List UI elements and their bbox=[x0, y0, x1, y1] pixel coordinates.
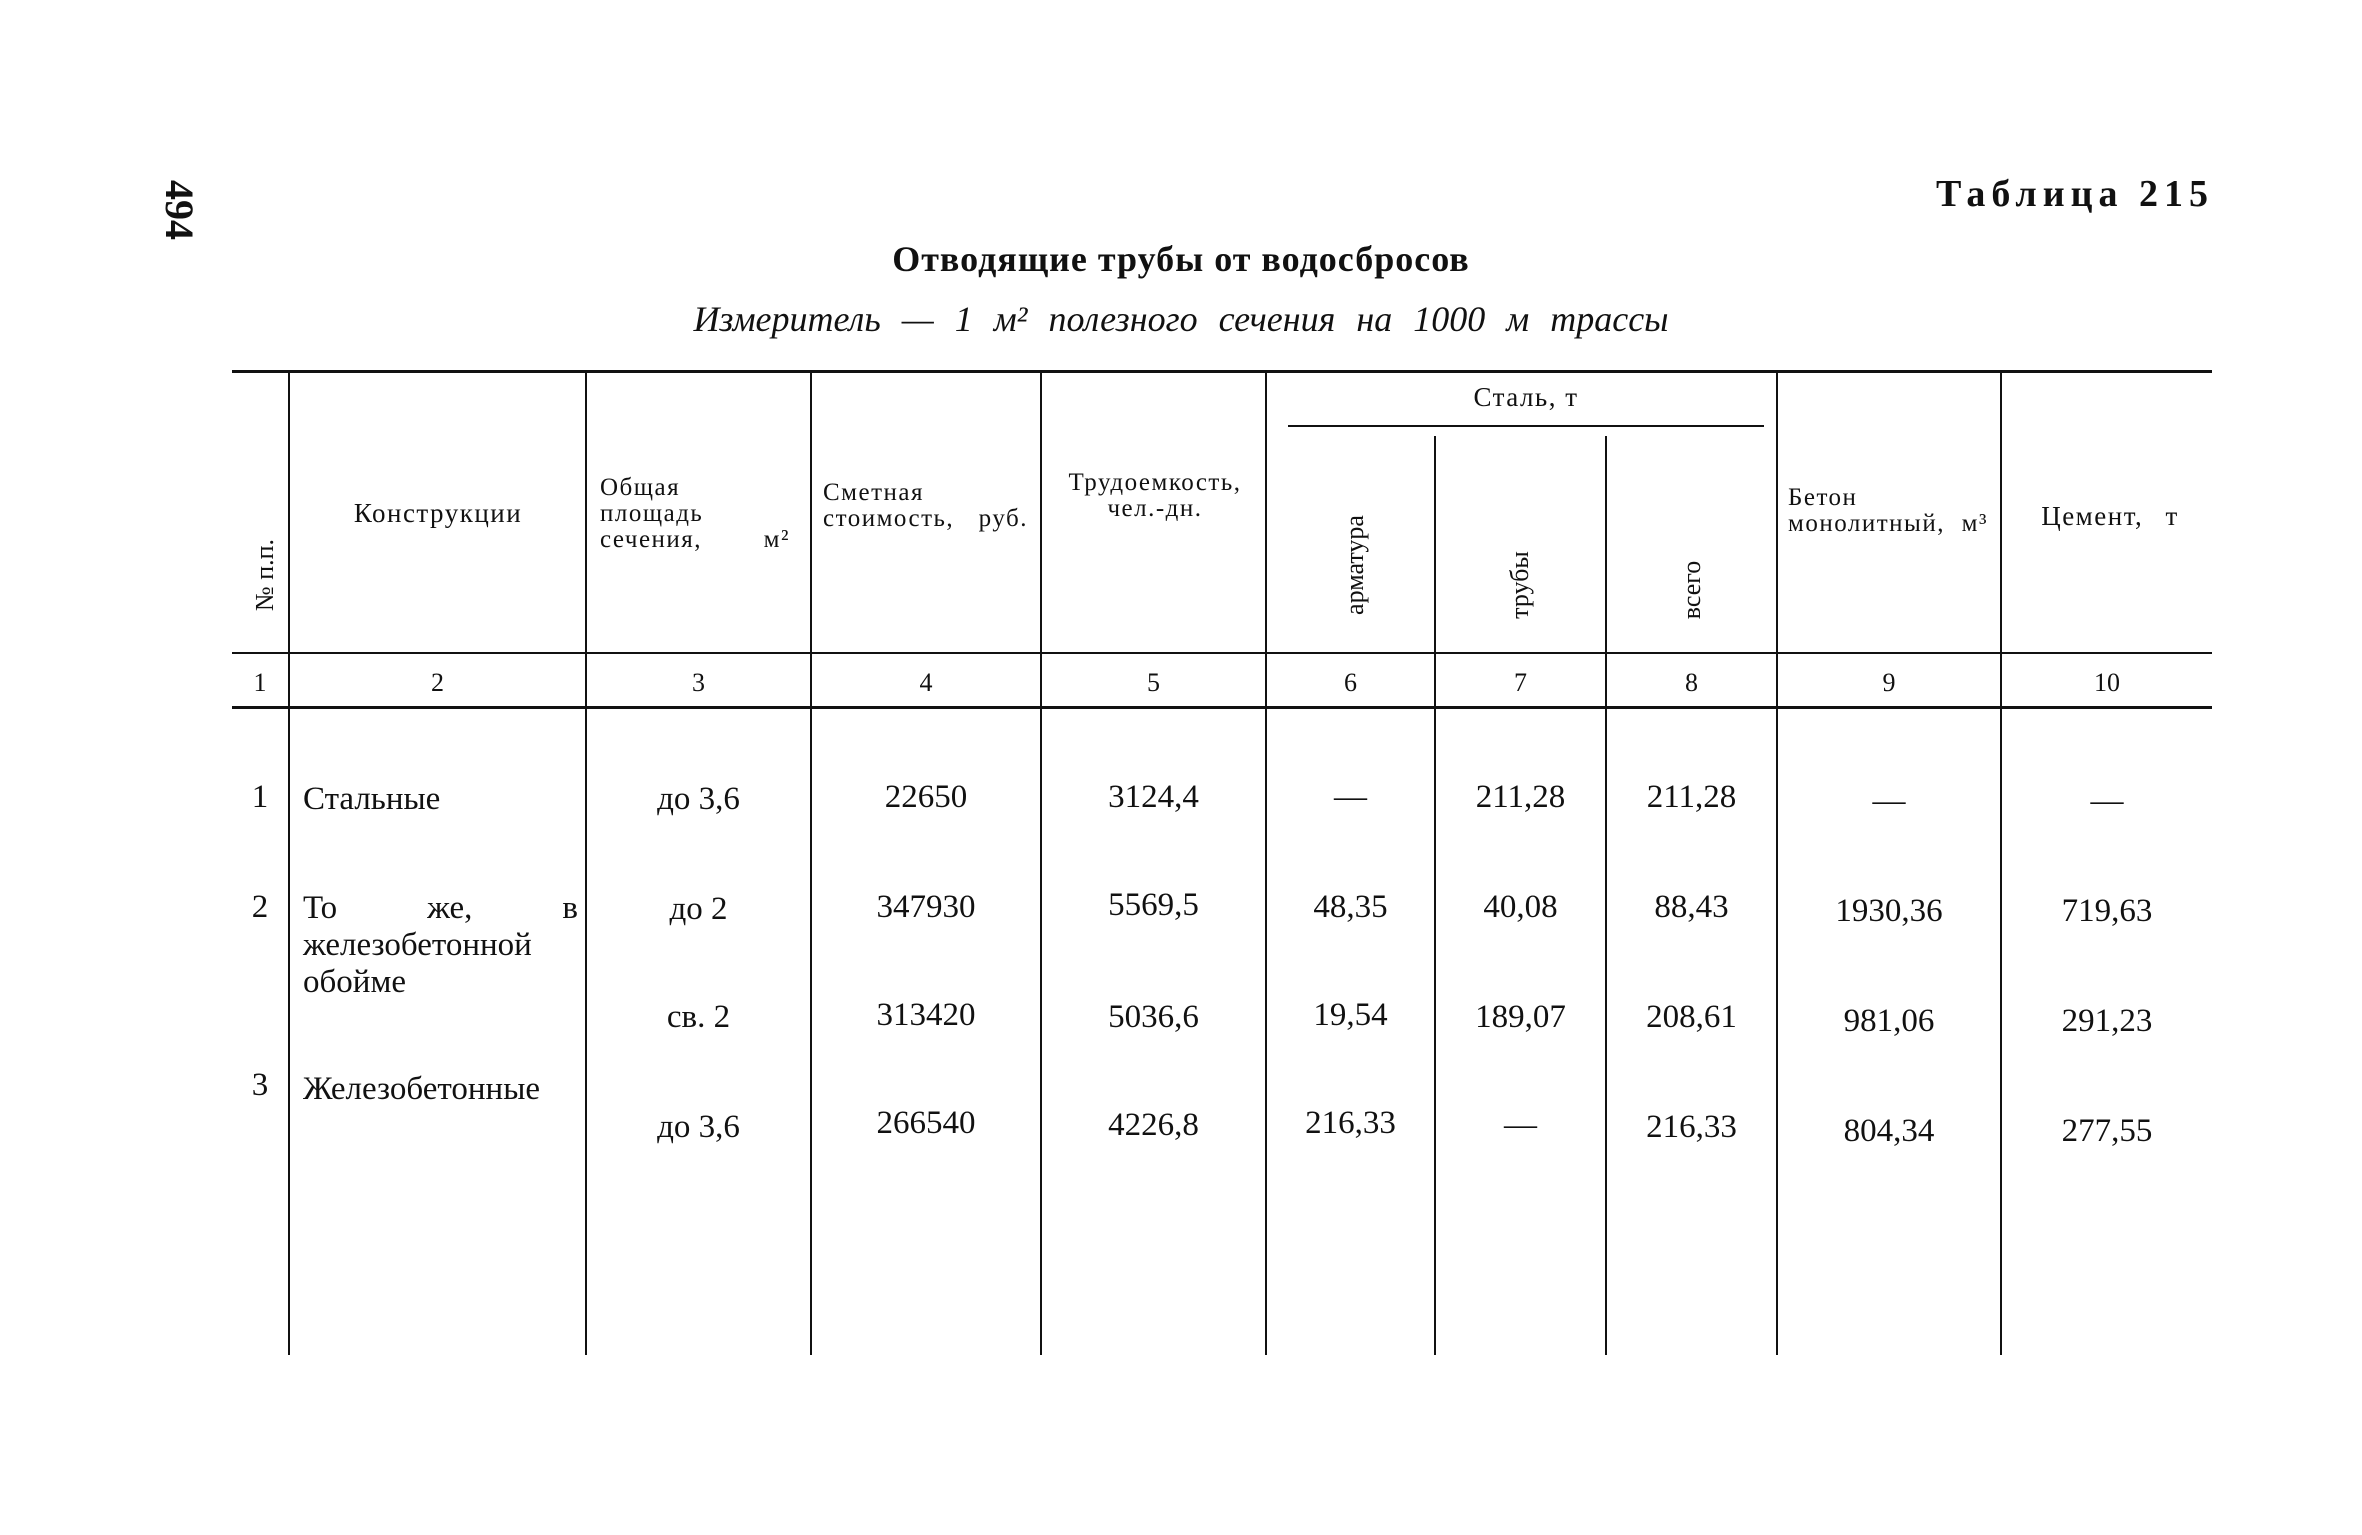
cell-total: 211,28 bbox=[1646, 779, 1737, 815]
header-total: всего bbox=[1677, 560, 1706, 620]
col-divider-8 bbox=[1776, 373, 1778, 1355]
col-divider-2 bbox=[585, 373, 587, 1355]
cell-pipes: 40,08 bbox=[1483, 889, 1558, 925]
cell-cost: 22650 bbox=[884, 779, 968, 815]
table-label: Таблица 215 bbox=[1935, 173, 2214, 215]
cell-armature: 48,35 bbox=[1313, 889, 1388, 925]
table-measure: Измеритель — 1 м² полезного сечения на 1000 м трассы bbox=[693, 299, 1669, 339]
cell-armature: 216,33 bbox=[1305, 1105, 1396, 1141]
cell-pipes: 211,28 bbox=[1475, 779, 1566, 815]
cell-total: 208,61 bbox=[1646, 999, 1737, 1035]
cell-armature: — bbox=[1334, 779, 1367, 815]
cell-area: до 2 bbox=[669, 891, 728, 927]
col-divider-9 bbox=[2000, 373, 2002, 1355]
cell-area: до 3,6 bbox=[657, 1109, 740, 1145]
cell-num: 2 bbox=[251, 889, 269, 925]
cell-labor: 3124,4 bbox=[1108, 779, 1199, 815]
header-bottom-rule bbox=[232, 652, 2212, 654]
cell-cost: 266540 bbox=[876, 1105, 976, 1141]
column-number-rule bbox=[232, 706, 2212, 709]
table-top-rule bbox=[232, 370, 2212, 373]
cell-labor: 5569,5 bbox=[1108, 887, 1199, 923]
header-cost: Сметная стоимость, руб. bbox=[823, 479, 1028, 532]
col-divider-4 bbox=[1040, 373, 1042, 1355]
steel-group-rule bbox=[1288, 425, 1764, 427]
header-armature: арматура bbox=[1340, 515, 1369, 615]
cell-area: до 3,6 bbox=[657, 781, 740, 817]
cell-num: 3 bbox=[251, 1067, 269, 1103]
column-number: 6 bbox=[1344, 668, 1357, 697]
cell-cost: 313420 bbox=[876, 997, 976, 1033]
header-steel-group: Сталь, т bbox=[1473, 382, 1579, 412]
cell-concrete: 804,34 bbox=[1843, 1113, 1935, 1149]
cell-concrete: — bbox=[1872, 783, 1906, 819]
column-number: 3 bbox=[692, 668, 705, 697]
header-construction: Конструкции bbox=[353, 498, 523, 528]
cell-cement: 277,55 bbox=[2061, 1113, 2153, 1149]
cell-construction: Стальные bbox=[303, 781, 441, 817]
col-divider-1 bbox=[288, 373, 290, 1355]
cell-pipes: — bbox=[1504, 1107, 1537, 1143]
cell-cost: 347930 bbox=[876, 889, 976, 925]
cell-concrete: 1930,36 bbox=[1835, 893, 1943, 929]
header-labor: Трудоемкость, чел.-дн. bbox=[1068, 469, 1242, 522]
header-pipes: трубы bbox=[1505, 551, 1534, 619]
column-number: 8 bbox=[1685, 668, 1698, 697]
cell-cement: 291,23 bbox=[2061, 1003, 2153, 1039]
column-number: 2 bbox=[431, 668, 444, 697]
header-cement: Цемент, т bbox=[2041, 501, 2179, 531]
cell-concrete: 981,06 bbox=[1843, 1003, 1935, 1039]
header-num: № п.п. bbox=[250, 538, 279, 612]
header-area: Общая площадь сечения, м² bbox=[600, 474, 790, 553]
column-number: 10 bbox=[2094, 668, 2120, 697]
column-number: 5 bbox=[1147, 668, 1160, 697]
column-number: 9 bbox=[1882, 668, 1896, 697]
cell-cement: 719,63 bbox=[2061, 893, 2153, 929]
cell-area: св. 2 bbox=[666, 999, 731, 1035]
cell-labor: 5036,6 bbox=[1108, 999, 1199, 1035]
cell-cement: — bbox=[2090, 783, 2124, 819]
cell-total: 88,43 bbox=[1654, 889, 1729, 925]
column-number: 4 bbox=[919, 668, 933, 697]
header-concrete: Бетон монолитный, м³ bbox=[1788, 484, 1988, 537]
cell-construction: Железобетонные bbox=[303, 1071, 541, 1107]
page-number: 494 bbox=[157, 180, 202, 240]
cell-labor: 4226,8 bbox=[1108, 1107, 1199, 1143]
col-divider-5 bbox=[1265, 373, 1267, 1355]
column-number: 7 bbox=[1514, 668, 1527, 697]
cell-total: 216,33 bbox=[1646, 1109, 1737, 1145]
column-number: 1 bbox=[253, 668, 267, 697]
table-title: Отводящие трубы от водосбросов bbox=[892, 239, 1470, 279]
col-divider-3 bbox=[810, 373, 812, 1355]
cell-num: 1 bbox=[251, 779, 269, 815]
cell-armature: 19,54 bbox=[1313, 997, 1388, 1033]
cell-pipes: 189,07 bbox=[1475, 999, 1566, 1035]
cell-construction: То же, в железобетонной обойме bbox=[303, 890, 578, 1000]
